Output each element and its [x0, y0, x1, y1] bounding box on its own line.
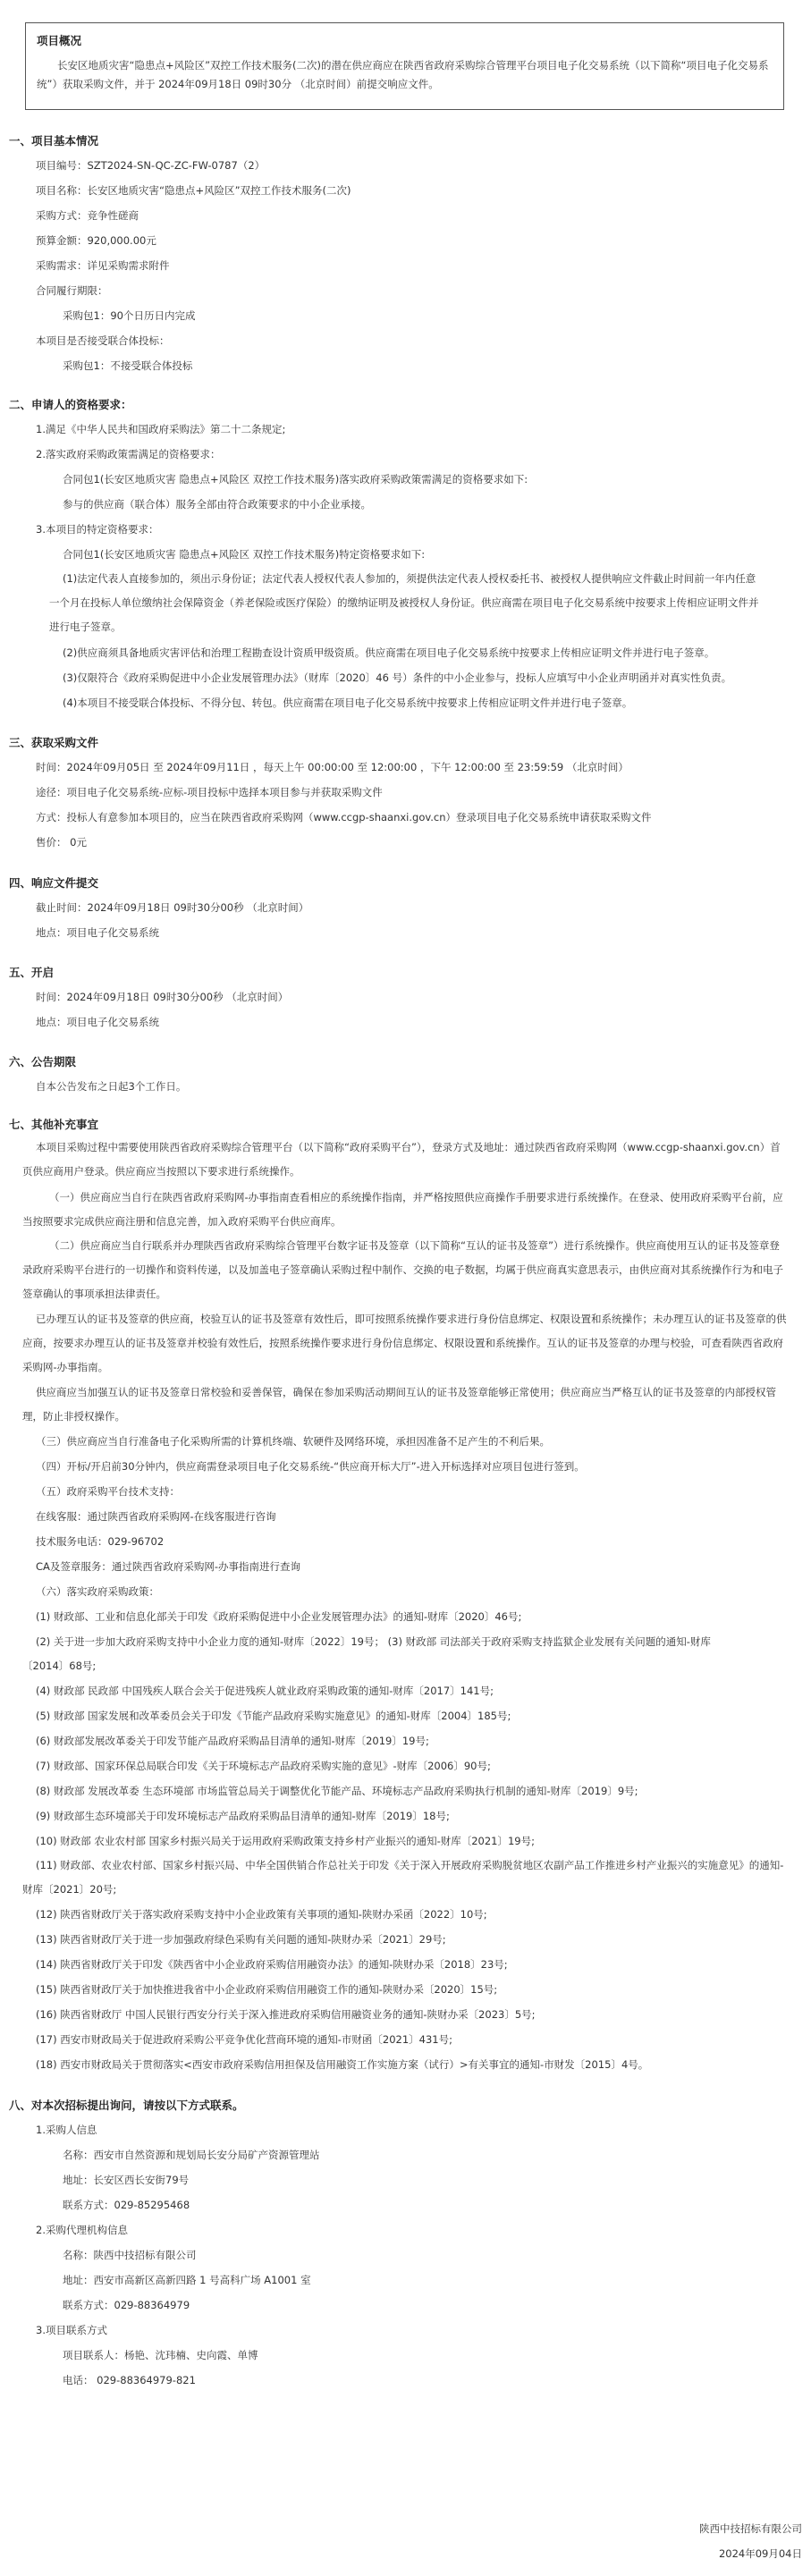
buyer-phone: 联系方式：029-85295468 [63, 2199, 190, 2211]
qualification-3-item-2: (2)供应商须具备地质灾害评估和治理工程勘查设计资质甲级资质。供应商需在项目电子化交易系统中按要求上传相应证明文件并进行电子签章。 [63, 646, 715, 659]
footer-date: 2024年09月04日 [718, 2547, 802, 2560]
policy-9: (9) 财政部生态环境部关于印发环境标志产品政府采购品目清单的通知-财库〔2019〕18号; [36, 1810, 450, 1822]
submission-location: 地点：项目电子化交易系统 [36, 926, 159, 939]
policy-16: (16) 陕西省财政厅 中国人民银行西安分行关于深入推进政府采购信用融资业务的通知-陕财办采〔2023〕5号; [36, 2008, 536, 2021]
agent-phone: 联系方式：029-88364979 [63, 2299, 190, 2311]
overview-title: 项目概况 [37, 34, 82, 47]
footer-company: 陕西中技招标有限公司 [699, 2522, 802, 2535]
tech-support-phone: 技术服务电话：029-96702 [36, 1535, 165, 1548]
qualification-1: 1.满足《中华人民共和国政府采购法》第二十二条规定; [36, 423, 286, 435]
policy-6: (6) 财政部发展改革委关于印发节能产品政府采购品目清单的通知-财库〔2019〕19号; [36, 1735, 429, 1747]
overview-text: 长安区地质灾害“隐患点+风险区”双控工作技术服务(二次)的潜在供应商应在陕西省政府采购综合管理平台项目电子化交易系统（以下简称“项目电子化交易系统”）获取采购文件，并于 2024年09月18日 09时30分 （北京时间）前提交响应文件。 [37, 59, 769, 90]
project-name: 项目名称：长安区地质灾害“隐患点+风险区”双控工作技术服务(二次) [36, 184, 351, 197]
policy-17: (17) 西安市财政局关于促进政府采购公平竞争优化营商环境的通知-市财函〔2021〕431号; [36, 2033, 452, 2046]
section-4-title: 四、响应文件提交 [9, 876, 99, 890]
policy-3-continued: 〔2014〕68号; [22, 1660, 97, 1672]
supplement-item-2: （二）供应商应当自行联系并办理陕西省政府采购综合管理平台数字证书及签章（以下简称“互认的证书及签章”）进行系统操作。供应商使用互认的证书及签章登录政府采购平台进行的一切操作和资料传递，以及加盖电子签章确认采购过程中制作、交换的电子数据，均属于供应商真实意思表示，由供应商对其系统操作行为和电子签章确认的事项承担法律责任。 [22, 1239, 783, 1300]
agent-address: 地址：西安市高新区高新四路 1 号高科广场 A1001 室 [63, 2274, 311, 2286]
qualification-3: 3.本项目的特定资格要求： [36, 523, 159, 536]
qualification-2-text: 参与的供应商（联合体）服务全部由符合政策要求的中小企业承接。 [63, 498, 371, 511]
policy-13: (13) 陕西省财政厅关于进一步加强政府绿色采购有关问题的通知-陕财办采〔2021〕29号; [36, 1933, 446, 1946]
online-service: 在线客服：通过陕西省政府采购网-在线客服进行咨询 [36, 1510, 276, 1523]
section-1-title: 一、项目基本情况 [9, 134, 99, 148]
policy-4: (4) 财政部 民政部 中国残疾人联合会关于促进残疾人就业政府采购政策的通知-财库〔2017〕141号; [36, 1685, 494, 1697]
policy-1: (1) 财政部、工业和信息化部关于印发《政府采购促进中小企业发展管理办法》的通知-财库〔2020〕46号; [36, 1610, 522, 1623]
consortium-label: 本项目是否接受联合体投标： [36, 334, 170, 347]
opening-location: 地点：项目电子化交易系统 [36, 1016, 159, 1028]
budget-amount: 预算金额：920,000.00元 [36, 234, 156, 247]
section-7-title: 七、其他补充事宜 [9, 1118, 99, 1131]
supplement-item-6: （六）落实政府采购政策： [36, 1585, 159, 1598]
section-8-title: 八、对本次招标提出询问，请按以下方式联系。 [9, 2099, 244, 2112]
agent-heading: 2.采购代理机构信息 [36, 2224, 128, 2236]
supplement-item-3: （三）供应商应当自行准备电子化采购所需的计算机终端、软硬件及网络环境，承担因准备不足产生的不利后果。 [36, 1435, 550, 1448]
policy-7: (7) 财政部、国家环保总局联合印发《关于环境标志产品政府采购实施的意见》-财库〔2006〕90号; [36, 1760, 491, 1772]
contact-phone: 电话： 029-88364979-821 [63, 2374, 196, 2386]
contact-people: 项目联系人：杨艳、沈玮楠、史向霞、单博 [63, 2349, 258, 2361]
supplement-certificate-storage: 供应商应当加强互认的证书及签章日常校验和妥善保管，确保在参加采购活动期间互认的证书及签章能够正常使用；供应商应当严格互认的证书及签章的内部授权管理，防止非授权操作。 [22, 1386, 776, 1423]
qualification-2-detail: 合同包1(长安区地质灾害 隐患点+风险区 双控工作技术服务)落实政府采购政策需满足的资格要求如下: [63, 473, 528, 486]
procurement-method: 采购方式：竞争性磋商 [36, 209, 139, 222]
obtain-price: 售价： 0元 [36, 836, 87, 849]
qualification-3-detail: 合同包1(长安区地质灾害 隐患点+风险区 双控工作技术服务)特定资格要求如下: [63, 548, 426, 561]
section-3-title: 三、获取采购文件 [9, 736, 99, 749]
policy-8: (8) 财政部 发展改革委 生态环境部 市场监管总局关于调整优化节能产品、环境标志产品政府采购执行机制的通知-财库〔2019〕9号; [36, 1785, 638, 1797]
qualification-3-item-3: (3)仅限符合《政府采购促进中小企业发展管理办法》（财库〔2020〕46 号）条件的中小企业参与，投标人应填写中小企业声明函并对真实性负责。 [63, 671, 732, 684]
opening-time: 时间：2024年09月18日 09时30分00秒 （北京时间） [36, 991, 289, 1003]
policy-14: (14) 陕西省财政厅关于印发《陕西省中小企业政府采购信用融资办法》的通知-陕财办采〔2018〕23号; [36, 1958, 508, 1971]
policy-10: (10) 财政部 农业农村部 国家乡村振兴局关于运用政府采购政策支持乡村产业振兴的通知-财库〔2021〕19号; [36, 1835, 535, 1847]
obtain-time: 时间：2024年09月05日 至 2024年09月11日 ，每天上午 00:00:00 至 12:00:00 ，下午 12:00:00 至 23:59:59 （北京时间） [36, 761, 629, 773]
supplement-certificate-note: 已办理互认的证书及签章的供应商，校验互认的证书及签章有效性后，即可按照系统操作要求进行身份信息绑定、权限设置和系统操作；未办理互认的证书及签章的供应商，按要求办理互认的证书及签章并校验有效性后，按照系统操作要求进行身份信息绑定、权限设置和系统操作。互认的证书及签章的办理与校验，可查看陕西省政府采购网-办事指南。 [22, 1313, 787, 1373]
policy-5: (5) 财政部 国家发展和改革委员会关于印发《节能产品政府采购实施意见》的通知-财库〔2004〕185号; [36, 1710, 511, 1722]
contract-period-label: 合同履行期限： [36, 284, 108, 297]
supplement-platform-intro: 本项目采购过程中需要使用陕西省政府采购综合管理平台（以下简称“政府采购平台”），登录方式及地址：通过陕西省政府采购网（www.ccgp-shaanxi.gov.cn）首页供应商用户登录。供应商应当按照以下要求进行系统操作。 [22, 1141, 781, 1178]
supplement-item-5: （五）政府采购平台技术支持： [36, 1485, 180, 1498]
policy-12: (12) 陕西省财政厅关于落实政府采购支持中小企业政策有关事项的通知-陕财办采函〔2022〕10号; [36, 1908, 487, 1921]
buyer-heading: 1.采购人信息 [36, 2124, 97, 2136]
agent-name: 名称：陕西中技招标有限公司 [63, 2249, 197, 2261]
qualification-2: 2.落实政府采购政策需满足的资格要求： [36, 448, 221, 460]
section-5-title: 五、开启 [9, 966, 55, 979]
contact-heading: 3.项目联系方式 [36, 2324, 107, 2336]
consortium-value: 采购包1：不接受联合体投标 [63, 359, 193, 372]
ca-service: CA及签章服务：通过陕西省政府采购网-办事指南进行查询 [36, 1560, 301, 1573]
policy-2-3: (2) 关于进一步加大政府采购支持中小企业力度的通知-财库〔2022〕19号； (3) 财政部 司法部关于政府采购支持监狱企业发展有关问题的通知-财库 [36, 1635, 711, 1648]
section-2-title: 二、申请人的资格要求： [9, 398, 132, 411]
project-number: 项目编号：SZT2024-SN-QC-ZC-FW-0787（2） [36, 159, 266, 172]
supplement-item-1: （一）供应商应当自行在陕西省政府采购网-办事指南查看相应的系统操作指南，并严格按照供应商操作手册要求进行系统操作。在登录、使用政府采购平台前，应当按照要求完成供应商注册和信息完善，加入政府采购平台供应商库。 [22, 1191, 783, 1228]
section-6-title: 六、公告期限 [9, 1055, 77, 1068]
supplement-item-4: （四）开标/开启前30分钟内，供应商需登录项目电子化交易系统-“供应商开标大厅”-进入开标选择对应项目包进行签到。 [36, 1460, 585, 1473]
policy-15: (15) 陕西省财政厅关于加快推进我省中小企业政府采购信用融资工作的通知-陕财办采〔2020〕15号; [36, 1983, 498, 1996]
submission-deadline: 截止时间：2024年09月18日 09时30分00秒 （北京时间） [36, 901, 309, 914]
policy-11: (11) 财政部、农业农村部、国家乡村振兴局、中华全国供销合作总社关于印发《关于深入开展政府采购脱贫地区农副产品工作推进乡村产业振兴的实施意见》的通知-财库〔2021〕20号; [22, 1859, 784, 1896]
qualification-3-item-4: (4)本项目不接受联合体投标、不得分包、转包。供应商需在项目电子化交易系统中按要求上传相应证明文件并进行电子签章。 [63, 697, 633, 709]
policy-18: (18) 西安市财政局关于贯彻落实<西安市政府采购信用担保及信用融资工作实施方案（试行）>有关事宜的通知-市财发〔2015〕4号。 [36, 2058, 649, 2071]
procurement-requirement: 采购需求：详见采购需求附件 [36, 259, 170, 272]
qualification-3-item-1: (1)法定代表人直接参加的，须出示身份证；法定代表人授权代表人参加的，须提供法定代表人授权委托书、被授权人提供响应文件截止时间前一年内任意一个月在投标人单位缴纳社会保障资金（养老保险或医疗保险）的缴纳证明及被授权人身份证。供应商需在项目电子化交易系统中按要求上传相应证明文件并进行电子签章。 [49, 572, 759, 633]
notice-period: 自本公告发布之日起3个工作日。 [36, 1080, 187, 1093]
project-overview-box [25, 22, 784, 110]
buyer-address: 地址：长安区西长安街79号 [63, 2174, 190, 2186]
obtain-channel: 途径：项目电子化交易系统-应标-项目投标中选择本项目参与并获取采购文件 [36, 786, 383, 798]
buyer-name: 名称：西安市自然资源和规划局长安分局矿产资源管理站 [63, 2149, 320, 2161]
contract-period-value: 采购包1：90个日历日内完成 [63, 309, 196, 322]
obtain-method: 方式：投标人有意参加本项目的，应当在陕西省政府采购网（www.ccgp-shaanxi.gov.cn）登录项目电子化交易系统申请获取采购文件 [36, 811, 652, 823]
